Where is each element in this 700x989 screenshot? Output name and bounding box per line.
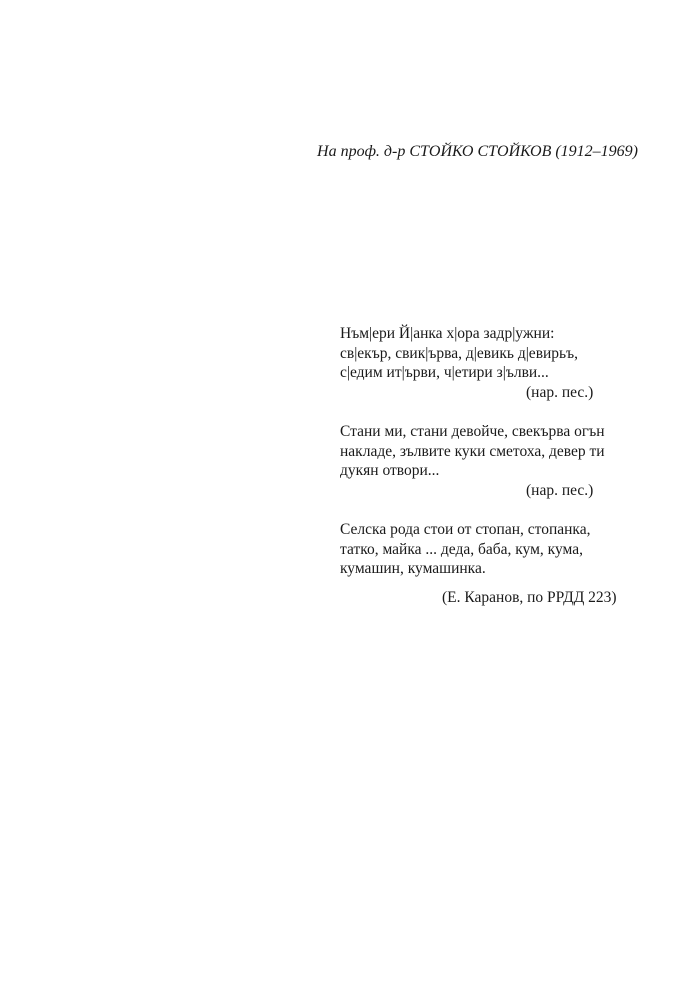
epigraph-folk-song-1 bbox=[340, 324, 630, 402]
epigraph-line: дукян отвори... bbox=[340, 462, 440, 479]
epigraph-karanov bbox=[340, 520, 630, 607]
epigraph-line: татко, майка ... деда, баба, кум, кума, bbox=[340, 540, 583, 558]
epigraph-source: (Е. Каранов, по РРДД 223) bbox=[442, 588, 617, 606]
epigraph-line: кумашин, кумашинка. bbox=[340, 560, 486, 577]
epigraph-source: (нар. пес.) bbox=[526, 481, 594, 499]
epigraph-line: Стани ми, стани девойче, свекърва огън bbox=[340, 423, 605, 440]
epigraph-folk-song-2 bbox=[340, 422, 630, 500]
spacer bbox=[340, 500, 630, 520]
epigraph-section bbox=[340, 324, 630, 607]
epigraph-line: Селска рода стои от стопан, стопанка, bbox=[340, 521, 591, 538]
epigraph-line: Нъм|ери Й|анка х|ора задр|ужни: bbox=[340, 325, 555, 342]
epigraph-source: (нар. пес.) bbox=[526, 383, 594, 401]
epigraph-line: св|екър, свик|ърва, д|евикь д|евирьъ, bbox=[340, 344, 579, 362]
dedication: На проф. д-р СТОЙКО СТОЙКОВ (1912–1969) bbox=[317, 143, 638, 160]
epigraph-line: с|едим ит|ърви, ч|етири з|ълви... bbox=[340, 364, 549, 381]
spacer bbox=[340, 402, 630, 422]
epigraph-line: накладе, зълвите куки сметоха, девер ти bbox=[340, 442, 605, 460]
